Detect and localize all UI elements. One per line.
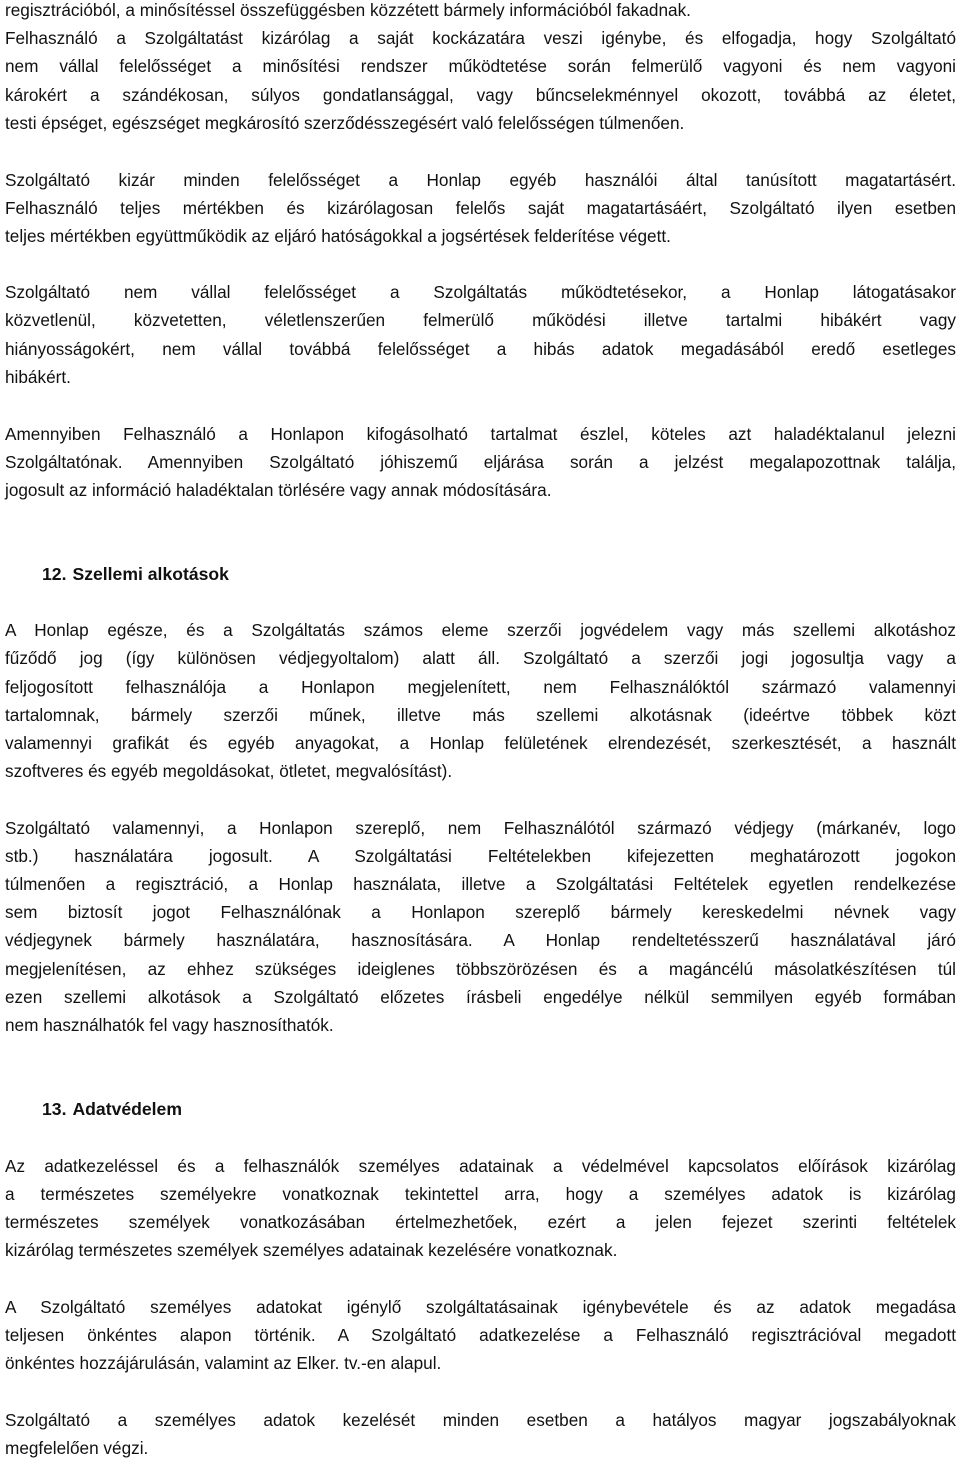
text-line: nem vállal felelősséget a minősítési rendszer működtetése során felmerülő vagyoni és nem vagyoni (5, 56, 956, 76)
text-line: A Honlap egésze, és a Szolgáltatás számos eleme szerzői jogvédelem vagy más szellemi alkotáshoz (5, 620, 956, 640)
text-line: Szolgáltató kizár minden felelősséget a Honlap egyéb használói által tanúsított magatartásért. (5, 170, 956, 190)
section-heading-13 (42, 1095, 182, 1123)
text-line: Szolgáltató valamennyi, a Honlapon szereplő, nem Felhasználótól származó védjegy (márkanév, logo (5, 818, 956, 838)
text-line: védjegynek bármely használatára, hasznosítására. A Honlap rendeltetésszerű használatával járó (5, 930, 956, 950)
text-line: megfelelően végzi. (5, 1438, 149, 1458)
text-line: valamennyi grafikát és egyéb anyagokat, a Honlap felületének elrendezését, szerkesztését, a használt (5, 733, 956, 753)
text-line: tartalomnak, bármely szerzői műnek, illetve más szellemi alkotásnak (ideértve többek közt (5, 705, 956, 725)
text-line: szoftveres és egyéb megoldásokat, ötletet, megvalósítást). (5, 761, 453, 781)
text-line: hibákért. (5, 367, 71, 387)
text-line: Amennyiben Felhasználó a Honlapon kifogásolható tartalmat észlel, köteles azt haladéktalanul jelezni (5, 424, 956, 444)
text-line: Az adatkezeléssel és a felhasználók személyes adatainak a védelmével kapcsolatos előírások kizárólag (5, 1156, 956, 1176)
text-line: túlmenően a regisztráció, a Honlap használata, illetve a Szolgáltatási Feltételek egyetlen rendelkezése (5, 874, 956, 894)
text-line: Szolgáltató nem vállal felelősséget a Szolgáltatás működtetésekor, a Honlap látogatásakor (5, 282, 956, 302)
text-line: jogosult az információ haladéktalan törlésére vagy annak módosítására. (5, 480, 552, 500)
text-line: önkéntes hozzájárulásán, valamint az Elker. tv.-en alapul. (5, 1353, 442, 1373)
text-line: Szolgáltatónak. Amennyiben Szolgáltató jóhiszemű eljárása során a jelzést megalapozottnak találja, (5, 452, 956, 472)
text-line: károkért a szándékosan, súlyos gondatlansággal, vagy bűncselekménnyel okozott, továbbá az életet, (5, 85, 956, 105)
text-line: Szolgáltató a személyes adatok kezelését minden esetben a hatályos magyar jogszabályoknak (5, 1410, 956, 1430)
text-line: testi épséget, egészséget megkárosító szerződésszegésért való felelősségen túlmenően. (5, 113, 685, 133)
text-line: sem biztosít jogot Felhasználónak a Honlapon szereplő bármely kereskedelmi névnek vagy (5, 902, 956, 922)
text-line: teljes mértékben együttműködik az eljáró hatóságokkal a jogsértések felderítése végett. (5, 226, 671, 246)
text-line: fűződő jog (így különösen védjegyoltalom) alatt áll. Szolgáltató a szerzői jogi jogosultja vagy a (5, 648, 956, 668)
text-line: nem használhatók fel vagy hasznosíthatók. (5, 1015, 334, 1035)
section-number: 12. (42, 564, 67, 584)
text-line: Felhasználó teljes mértékben és kizárólagosan felelős saját magatartásáért, Szolgáltató ilyen esetben (5, 198, 956, 218)
section-number: 13. (42, 1099, 67, 1119)
text-line: megjelenítésen, az ehhez szükséges ideiglenes többszörözésen és a magáncélú másolatkészítésen túl (5, 959, 956, 979)
text-line: teljesen önkéntes alapon történik. A Szolgáltató adatkezelése a Felhasználó regisztrációval megadott (5, 1325, 956, 1345)
text-line: A Szolgáltató személyes adatokat igénylő szolgáltatásainak igénybevétele és az adatok megadása (5, 1297, 956, 1317)
text-line: feljogosított felhasználója a Honlapon megjelenített, nem Felhasználóktól származó valamennyi (5, 677, 956, 697)
text-line: a természetes személyekre vonatkoznak tekintettel arra, hogy a személyes adatok is kizárólag (5, 1184, 956, 1204)
text-line: stb.) használatára jogosult. A Szolgáltatási Feltételekben kifejezetten meghatározott jogokon (5, 846, 956, 866)
text-line: ezen szellemi alkotások a Szolgáltató előzetes írásbeli engedélye nélkül semmilyen egyéb formában (5, 987, 956, 1007)
text-line: Felhasználó a Szolgáltatást kizárólag a saját kockázatára veszi igénybe, és elfogadja, hogy Szolgáltató (5, 28, 956, 48)
section-heading-12 (42, 560, 229, 588)
section-title: Adatvédelem (72, 1099, 182, 1119)
text-line: közvetlenül, közvetetten, véletlenszerűen felmerülő működési illetve tartalmi hibákért vagy (5, 310, 956, 330)
text-line: regisztrációból, a minősítéssel összefüggésben közzétett bármely információból fakadnak. (5, 0, 691, 20)
text-line: természetes személyek vonatkozásában értelmezhetőek, ezért a jelen fejezet szerinti feltételek (5, 1212, 956, 1232)
text-line: kizárólag természetes személyek személyes adatainak kezelésére vonatkoznak. (5, 1240, 618, 1260)
text-line: hiányosságokért, nem vállal továbbá felelősséget a hibás adatok megadásából eredő esetleges (5, 339, 956, 359)
section-title: Szellemi alkotások (72, 564, 229, 584)
